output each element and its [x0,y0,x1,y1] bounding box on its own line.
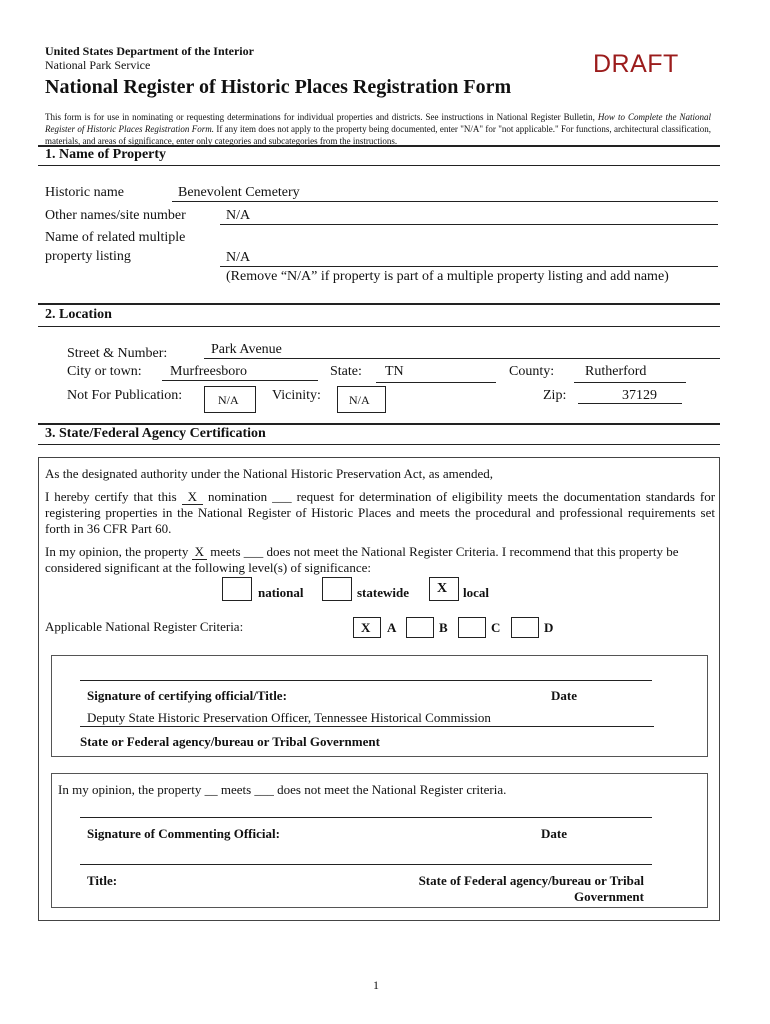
criterion-b-label: B [439,620,448,635]
opinion-mark[interactable]: X [192,544,207,560]
certifying-date-label: Date [551,688,577,703]
signature-line [80,864,652,865]
certifying-official-title[interactable]: Deputy State Historic Preservation Officer, Tennessee Historical Commission [87,710,491,725]
related-listing-value[interactable]: N/A [226,250,251,265]
field-line [204,358,720,359]
commenting-signature-label: Signature of Commenting Official: [87,826,280,841]
certify-statement: I hereby certify that this X nomination ___ request for determination of eligibility meets the documentation standards for registering properties in the National Register of Historic Places and meets the procedural and professional requirements set forth in 36 CFR Part 60. [45,489,716,536]
criterion-c-checkbox[interactable] [458,617,486,638]
vicinity-label: Vicinity: [272,388,321,403]
field-line [162,380,318,381]
city-value[interactable]: Murfreesboro [170,364,247,379]
zip-label: Zip: [543,388,567,403]
signature-line [80,817,652,818]
commenting-date-label: Date [541,826,567,841]
field-line [578,403,682,404]
not-for-publication-box[interactable] [204,386,256,413]
criteria-label: Applicable National Register Criteria: [45,619,244,634]
commenting-title-label: Title: [87,873,118,888]
authority-statement: As the designated authority under the National Historic Preservation Act, as amended, [45,466,494,481]
vicinity-box[interactable] [337,386,386,413]
county-value[interactable]: Rutherford [585,364,647,379]
other-names-label: Other names/site number [45,208,186,223]
criterion-d-label: D [544,620,554,635]
level-national-checkbox[interactable] [222,577,252,601]
not-for-publication-label: Not For Publication: [67,388,183,403]
service-name: National Park Service [45,58,151,72]
historic-name-value[interactable]: Benevolent Cemetery [178,185,300,200]
criterion-a-checkbox[interactable]: X [353,617,381,638]
related-listing-label-1: Name of related multiple [45,230,186,245]
certifying-signature-label: Signature of certifying official/Title: [87,688,287,703]
agency-label: State or Federal agency/bureau or Tribal Government [80,734,380,749]
other-names-value[interactable]: N/A [226,208,251,223]
level-local-label: local [463,585,489,600]
field-line [220,224,718,225]
section3-heading: 3. State/Federal Agency Certification [45,426,266,441]
level-local-checkbox[interactable]: X [429,577,459,601]
level-statewide-label: statewide [357,585,409,600]
level-statewide-checkbox[interactable] [322,577,352,601]
opinion-statement: In my opinion, the property X meets ___ does not meet the National Register Criteria. I recommend that this property be considered significant at the following level(s) of significance: [45,544,679,575]
county-label: County: [509,364,555,379]
section-divider [38,303,720,305]
signature-line [80,726,654,727]
department-name: United States Department of the Interior [45,44,254,58]
vicinity-value: N/A [349,393,370,407]
historic-name-label: Historic name [45,185,124,200]
state-value[interactable]: TN [385,364,404,379]
zip-value[interactable]: 37129 [622,388,657,403]
section-divider [38,165,720,166]
related-listing-label-2: property listing [45,249,131,264]
signature-line [80,680,652,681]
comment-opinion-statement: In my opinion, the property __ meets ___ does not meet the National Register criteria. [58,782,507,797]
city-label: City or town: [67,364,142,379]
street-label: Street & Number: [67,346,168,361]
page-number: 1 [373,978,379,992]
field-line [376,382,496,383]
field-line [574,382,686,383]
section-divider [38,423,720,425]
criterion-b-checkbox[interactable] [406,617,434,638]
commenting-agency-label: State of Federal agency/bureau or Tribal Government [418,873,644,904]
section2-heading: 2. Location [45,307,112,322]
criterion-c-label: C [491,620,501,635]
field-line [172,201,718,202]
form-intro: This form is for use in nominating or requesting determinations for individual properties and districts. See instructions in National Register Bulletin, How to Complete the National Register of Historic Places Registration Form. If any item does not apply to the property being documented, enter "N/A" for "not applicable." For functions, architectural classification, materials, and areas of significance, enter only categories and subcategories from the instructions. [45,112,712,146]
section1-heading: 1. Name of Property [45,147,167,162]
street-value[interactable]: Park Avenue [211,342,282,357]
section-divider [38,444,720,445]
criterion-d-checkbox[interactable] [511,617,539,638]
level-national-label: national [258,585,304,600]
form-title: National Register of Historic Places Registration Form [45,76,512,98]
not-for-publication-value: N/A [218,393,239,407]
certify-mark[interactable]: X [182,489,203,505]
related-listing-note: (Remove “N/A” if property is part of a multiple property listing and add name) [226,269,669,284]
state-label: State: [330,364,362,379]
field-line [220,266,718,267]
section-divider [38,326,720,327]
criterion-a-label: A [387,620,397,635]
draft-stamp: DRAFT [593,50,679,78]
